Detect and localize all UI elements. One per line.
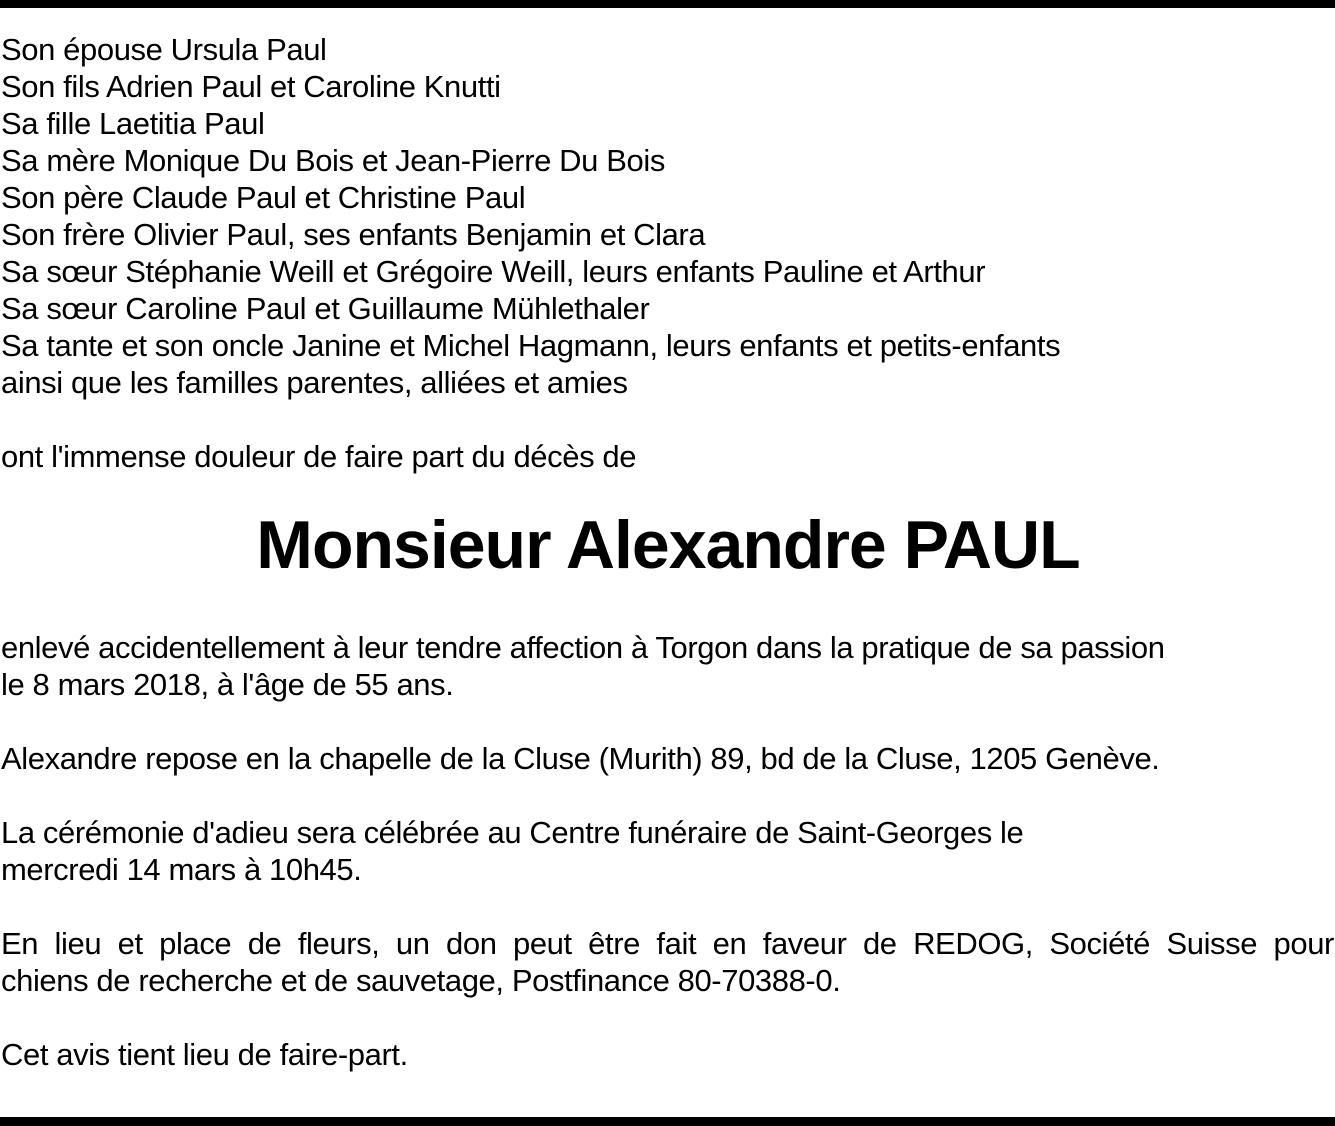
family-line: Son père Claude Paul et Christine Paul	[1, 180, 526, 215]
bottom-rule	[0, 1117, 1335, 1126]
family-line: Sa sœur Caroline Paul et Guillaume Mühlethaler	[1, 291, 650, 326]
obituary-notice	[1, 31, 1335, 1073]
circumstances-line-1: enlevé accidentellement à leur tendre affection à Torgon dans la pratique de sa passion	[1, 630, 1165, 665]
family-line: Sa tante et son oncle Janine et Michel Hagmann, leurs enfants et petits-enfants	[1, 328, 1061, 363]
family-line: ainsi que les familles parentes, alliées et amies	[1, 365, 628, 400]
family-line: Sa fille Laetitia Paul	[1, 106, 265, 141]
closing-text: Cet avis tient lieu de faire-part.	[1, 1037, 408, 1072]
donation-line-1: En lieu et place de fleurs, un don peut être fait en faveur de REDOG, Société Suisse pour	[1, 926, 1334, 961]
donation-line-2: chiens de recherche et de sauvetage, Postfinance 80-70388-0.	[1, 963, 841, 998]
ceremony-line-2: mercredi 14 mars à 10h45.	[1, 852, 362, 887]
circumstances-line-2: le 8 mars 2018, à l'âge de 55 ans.	[1, 667, 454, 702]
family-list	[1, 31, 1335, 401]
repose-text: Alexandre repose en la chapelle de la Cluse (Murith) 89, bd de la Cluse, 1205 Genève.	[1, 741, 1160, 776]
announcement-text: ont l'immense douleur de faire part du décès de	[1, 439, 637, 474]
top-rule	[0, 0, 1335, 8]
family-line: Sa sœur Stéphanie Weill et Grégoire Weill, leurs enfants Pauline et Arthur	[1, 254, 986, 289]
family-line: Son frère Olivier Paul, ses enfants Benjamin et Clara	[1, 217, 706, 252]
ceremony-line-1: La cérémonie d'adieu sera célébrée au Centre funéraire de Saint-Georges le	[1, 815, 1024, 850]
family-line: Son fils Adrien Paul et Caroline Knutti	[1, 69, 501, 104]
donation-paragraph	[1, 925, 1334, 999]
family-line: Sa mère Monique Du Bois et Jean-Pierre Du Bois	[1, 143, 665, 178]
family-line: Son épouse Ursula Paul	[1, 32, 327, 67]
deceased-name: Monsieur Alexandre PAUL	[256, 507, 1080, 583]
